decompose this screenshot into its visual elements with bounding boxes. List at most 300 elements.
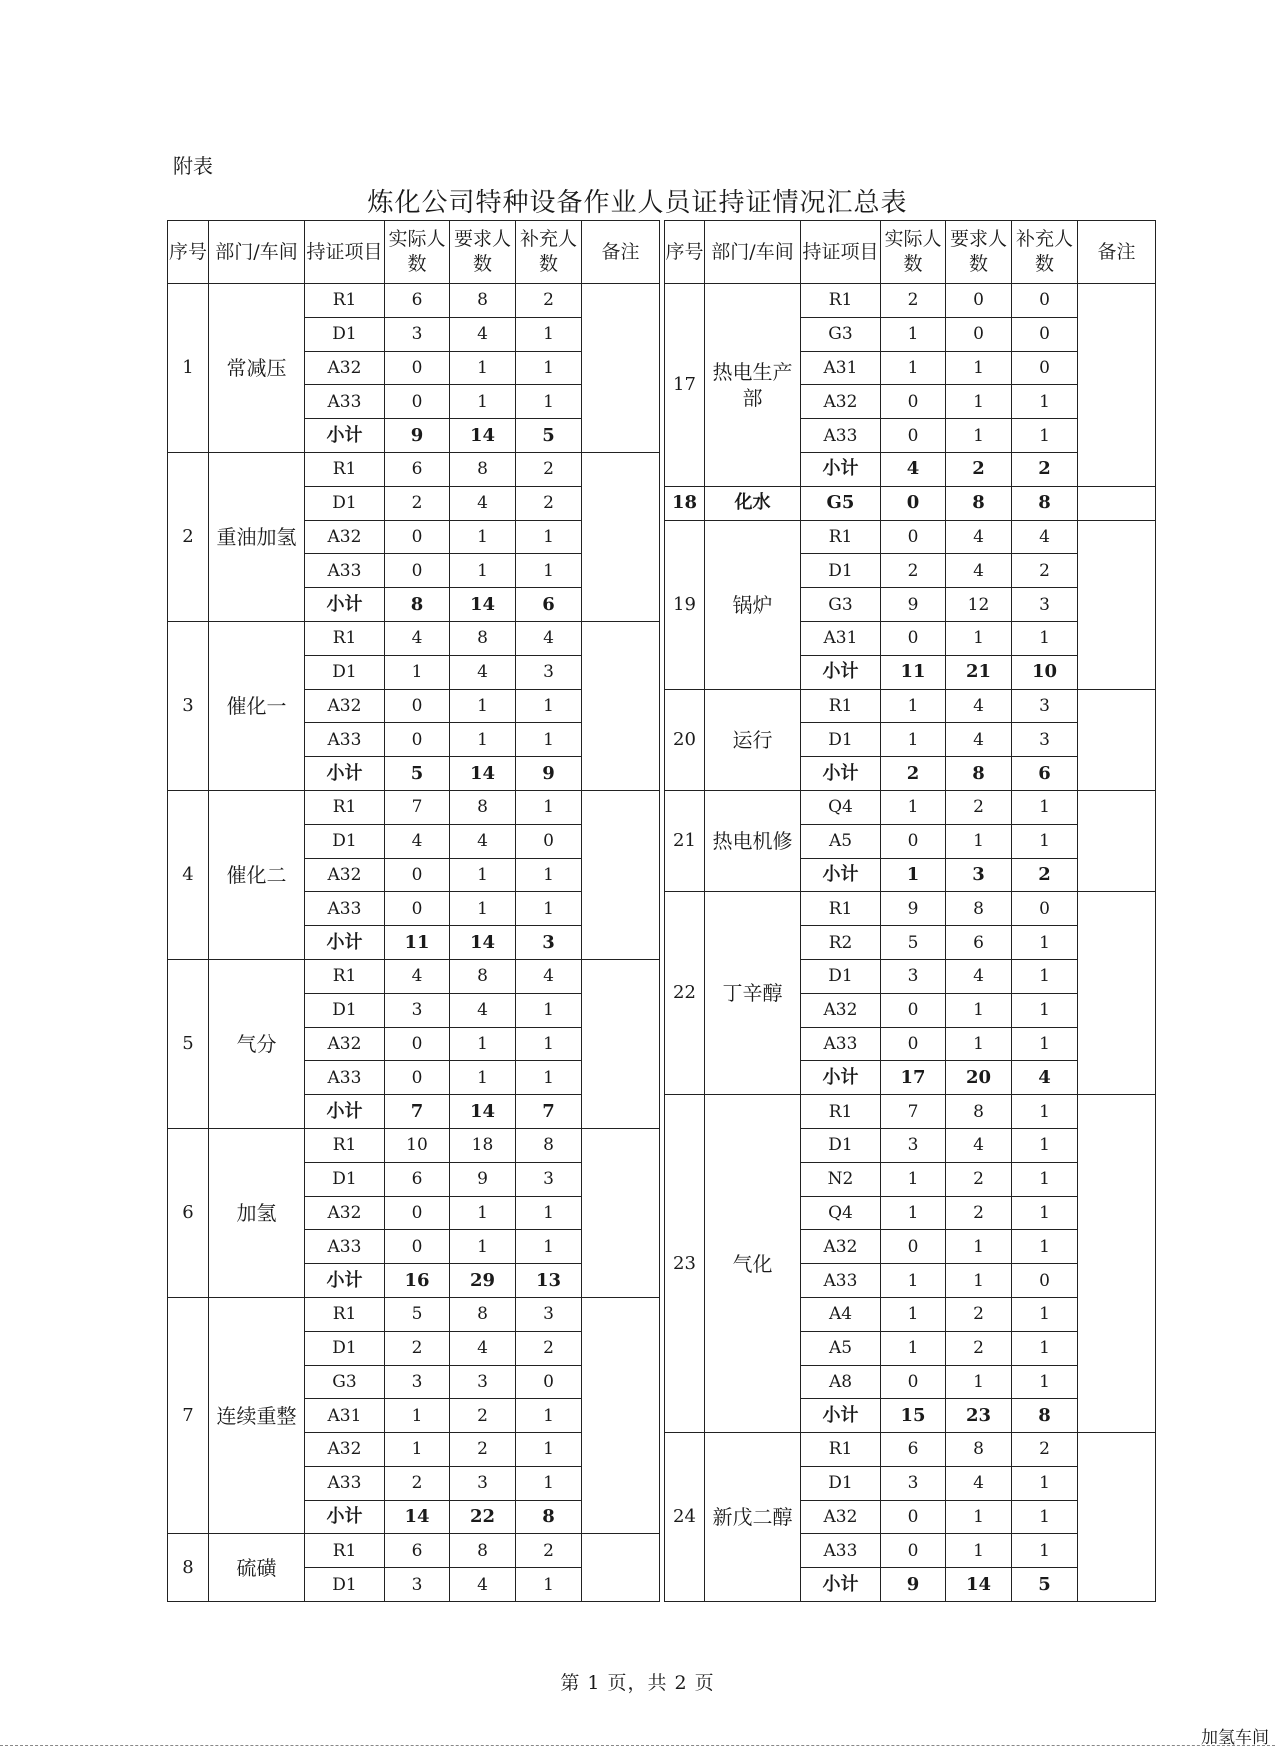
remark-cell [582, 284, 660, 453]
actual-cell: 0 [385, 554, 450, 588]
col-header-required: 要求人数 [450, 221, 516, 284]
required-cell: 1 [946, 1027, 1012, 1061]
actual-cell: 1 [881, 317, 946, 351]
required-cell: 20 [946, 1061, 1012, 1095]
actual-cell: 16 [385, 1264, 450, 1298]
seq-cell: 7 [168, 1297, 209, 1534]
seq-cell: 6 [168, 1128, 209, 1297]
item-cell: R1 [305, 621, 385, 655]
actual-cell: 1 [881, 858, 946, 892]
item-cell: A33 [801, 1027, 881, 1061]
summary-table-right [664, 220, 1156, 1602]
page-title: 炼化公司特种设备作业人员证持证情况汇总表 [367, 188, 908, 218]
actual-cell: 9 [881, 588, 946, 622]
item-cell: 小计 [801, 757, 881, 791]
actual-cell: 6 [881, 1433, 946, 1467]
supplement-cell: 1 [516, 554, 582, 588]
dept-cell: 催化二 [209, 790, 305, 959]
supplement-cell: 0 [1012, 351, 1078, 385]
col-header-supplement: 补充人数 [1012, 221, 1078, 284]
item-cell: R1 [305, 284, 385, 318]
supplement-cell: 8 [516, 1500, 582, 1534]
dept-cell: 催化一 [209, 621, 305, 790]
item-cell: A31 [801, 351, 881, 385]
required-cell: 9 [450, 1162, 516, 1196]
actual-cell: 1 [881, 1297, 946, 1331]
supplement-cell: 1 [1012, 621, 1078, 655]
table-row [168, 1128, 660, 1162]
actual-cell: 11 [881, 655, 946, 689]
supplement-cell: 5 [1012, 1568, 1078, 1602]
item-cell: 小计 [305, 1264, 385, 1298]
actual-cell: 0 [881, 824, 946, 858]
actual-cell: 6 [385, 284, 450, 318]
dept-cell: 常减压 [209, 284, 305, 453]
seq-cell: 4 [168, 790, 209, 959]
required-cell: 8 [450, 284, 516, 318]
supplement-cell: 0 [1012, 892, 1078, 926]
actual-cell: 0 [385, 1027, 450, 1061]
actual-cell: 0 [385, 1230, 450, 1264]
item-cell: R1 [305, 1297, 385, 1331]
required-cell: 4 [450, 824, 516, 858]
required-cell: 4 [946, 554, 1012, 588]
actual-cell: 6 [385, 452, 450, 486]
supplement-cell: 2 [516, 284, 582, 318]
required-cell: 4 [450, 1568, 516, 1602]
supplement-cell: 1 [516, 1433, 582, 1467]
item-cell: Q4 [801, 790, 881, 824]
item-cell: G5 [801, 486, 881, 520]
table-row [168, 790, 660, 824]
required-cell: 1 [450, 858, 516, 892]
item-cell: R1 [801, 1095, 881, 1129]
actual-cell: 0 [385, 385, 450, 419]
required-cell: 4 [946, 959, 1012, 993]
col-header-required: 要求人数 [946, 221, 1012, 284]
bottom-divider [0, 1745, 1275, 1746]
supplement-cell: 1 [1012, 1466, 1078, 1500]
seq-cell: 21 [665, 790, 705, 891]
supplement-cell: 3 [516, 926, 582, 960]
actual-cell: 0 [385, 351, 450, 385]
seq-cell: 19 [665, 520, 705, 689]
item-cell: A33 [305, 1230, 385, 1264]
dept-cell: 运行 [705, 689, 801, 790]
item-cell: 小计 [801, 452, 881, 486]
dept-cell: 加氢 [209, 1128, 305, 1297]
item-cell: 小计 [801, 1568, 881, 1602]
supplement-cell: 1 [1012, 1162, 1078, 1196]
required-cell: 14 [450, 757, 516, 791]
required-cell: 2 [450, 1433, 516, 1467]
actual-cell: 7 [385, 790, 450, 824]
supplement-cell: 1 [1012, 1297, 1078, 1331]
supplement-cell: 1 [516, 1466, 582, 1500]
required-cell: 1 [946, 1264, 1012, 1298]
actual-cell: 4 [385, 959, 450, 993]
remark-cell [1078, 892, 1156, 1095]
required-cell: 0 [946, 317, 1012, 351]
required-cell: 1 [450, 1230, 516, 1264]
required-cell: 2 [946, 790, 1012, 824]
supplement-cell: 3 [1012, 723, 1078, 757]
supplement-cell: 8 [1012, 1399, 1078, 1433]
required-cell: 8 [450, 1297, 516, 1331]
required-cell: 1 [450, 385, 516, 419]
actual-cell: 2 [385, 1331, 450, 1365]
seq-cell: 22 [665, 892, 705, 1095]
actual-cell: 3 [881, 1466, 946, 1500]
required-cell: 1 [946, 824, 1012, 858]
item-cell: A32 [305, 351, 385, 385]
item-cell: A33 [305, 1466, 385, 1500]
seq-cell: 18 [665, 486, 705, 520]
supplement-cell: 1 [516, 689, 582, 723]
remark-cell [582, 790, 660, 959]
actual-cell: 4 [385, 824, 450, 858]
required-cell: 6 [946, 926, 1012, 960]
supplement-cell: 2 [1012, 858, 1078, 892]
actual-cell: 2 [881, 554, 946, 588]
table-row [665, 520, 1156, 554]
table-row [665, 689, 1156, 723]
actual-cell: 0 [881, 1365, 946, 1399]
required-cell: 4 [946, 689, 1012, 723]
actual-cell: 1 [881, 1264, 946, 1298]
supplement-cell: 8 [1012, 486, 1078, 520]
actual-cell: 3 [385, 993, 450, 1027]
actual-cell: 0 [881, 1534, 946, 1568]
item-cell: A33 [305, 892, 385, 926]
supplement-cell: 6 [1012, 757, 1078, 791]
actual-cell: 2 [385, 1466, 450, 1500]
supplement-cell: 3 [516, 1297, 582, 1331]
actual-cell: 7 [881, 1095, 946, 1129]
attachment-label: 附表 [173, 154, 213, 178]
supplement-cell: 2 [516, 1331, 582, 1365]
item-cell: R1 [801, 520, 881, 554]
required-cell: 14 [946, 1568, 1012, 1602]
actual-cell: 1 [881, 790, 946, 824]
table-row [665, 1433, 1156, 1467]
item-cell: A32 [305, 1027, 385, 1061]
supplement-cell: 8 [516, 1128, 582, 1162]
required-cell: 1 [450, 689, 516, 723]
col-header-actual: 实际人数 [881, 221, 946, 284]
actual-cell: 0 [881, 520, 946, 554]
remark-cell [582, 1534, 660, 1602]
supplement-cell: 4 [516, 621, 582, 655]
required-cell: 1 [946, 351, 1012, 385]
actual-cell: 6 [385, 1162, 450, 1196]
supplement-cell: 0 [516, 1365, 582, 1399]
required-cell: 3 [946, 858, 1012, 892]
item-cell: G3 [801, 317, 881, 351]
dept-cell: 热电生产部 [705, 284, 801, 487]
supplement-cell: 1 [1012, 419, 1078, 453]
seq-cell: 20 [665, 689, 705, 790]
required-cell: 1 [450, 1027, 516, 1061]
supplement-cell: 1 [1012, 1534, 1078, 1568]
col-header-dept: 部门/车间 [705, 221, 801, 284]
supplement-cell: 2 [1012, 554, 1078, 588]
item-cell: D1 [305, 486, 385, 520]
supplement-cell: 1 [516, 723, 582, 757]
item-cell: A33 [305, 1061, 385, 1095]
col-header-item: 持证项目 [801, 221, 881, 284]
required-cell: 18 [450, 1128, 516, 1162]
supplement-cell: 1 [1012, 926, 1078, 960]
item-cell: A32 [305, 520, 385, 554]
actual-cell: 0 [881, 419, 946, 453]
supplement-cell: 1 [1012, 385, 1078, 419]
required-cell: 2 [946, 452, 1012, 486]
required-cell: 3 [450, 1466, 516, 1500]
item-cell: A32 [801, 993, 881, 1027]
supplement-cell: 1 [516, 790, 582, 824]
supplement-cell: 3 [1012, 689, 1078, 723]
item-cell: A32 [801, 385, 881, 419]
actual-cell: 9 [385, 419, 450, 453]
col-header-remark: 备注 [1078, 221, 1156, 284]
item-cell: R1 [801, 689, 881, 723]
required-cell: 12 [946, 588, 1012, 622]
remark-cell [1078, 1095, 1156, 1433]
required-cell: 23 [946, 1399, 1012, 1433]
item-cell: D1 [305, 1568, 385, 1602]
actual-cell: 5 [385, 1297, 450, 1331]
dept-cell: 丁辛醇 [705, 892, 801, 1095]
actual-cell: 0 [881, 385, 946, 419]
table-row [168, 959, 660, 993]
col-header-item: 持证项目 [305, 221, 385, 284]
item-cell: 小计 [801, 1399, 881, 1433]
supplement-cell: 1 [516, 317, 582, 351]
supplement-cell: 0 [1012, 317, 1078, 351]
table-row [168, 452, 660, 486]
remark-cell [1078, 520, 1156, 689]
actual-cell: 3 [385, 317, 450, 351]
supplement-cell: 1 [516, 520, 582, 554]
required-cell: 8 [450, 621, 516, 655]
supplement-cell: 1 [516, 385, 582, 419]
item-cell: D1 [801, 959, 881, 993]
actual-cell: 7 [385, 1095, 450, 1129]
item-cell: Q4 [801, 1196, 881, 1230]
required-cell: 4 [450, 655, 516, 689]
required-cell: 1 [946, 1500, 1012, 1534]
supplement-cell: 1 [516, 892, 582, 926]
required-cell: 4 [946, 1466, 1012, 1500]
dept-cell: 锅炉 [705, 520, 801, 689]
item-cell: R1 [305, 790, 385, 824]
supplement-cell: 0 [516, 824, 582, 858]
table-row [665, 284, 1156, 318]
actual-cell: 0 [385, 723, 450, 757]
actual-cell: 3 [881, 1128, 946, 1162]
supplement-cell: 1 [516, 1230, 582, 1264]
supplement-cell: 1 [1012, 1365, 1078, 1399]
item-cell: A31 [305, 1399, 385, 1433]
seq-cell: 5 [168, 959, 209, 1128]
col-header-actual: 实际人数 [385, 221, 450, 284]
supplement-cell: 10 [1012, 655, 1078, 689]
item-cell: D1 [801, 723, 881, 757]
supplement-cell: 2 [516, 1534, 582, 1568]
item-cell: R1 [801, 1433, 881, 1467]
supplement-cell: 1 [1012, 1331, 1078, 1365]
item-cell: A32 [305, 689, 385, 723]
item-cell: A33 [305, 554, 385, 588]
summary-table-left [167, 220, 660, 1602]
supplement-cell: 1 [1012, 993, 1078, 1027]
required-cell: 1 [450, 554, 516, 588]
required-cell: 8 [450, 1534, 516, 1568]
required-cell: 4 [946, 1128, 1012, 1162]
item-cell: 小计 [305, 926, 385, 960]
required-cell: 1 [946, 1534, 1012, 1568]
required-cell: 3 [450, 1365, 516, 1399]
actual-cell: 5 [881, 926, 946, 960]
actual-cell: 8 [385, 588, 450, 622]
table-row [665, 790, 1156, 824]
actual-cell: 0 [385, 1196, 450, 1230]
actual-cell: 2 [385, 486, 450, 520]
supplement-cell: 5 [516, 419, 582, 453]
item-cell: D1 [305, 1162, 385, 1196]
required-cell: 8 [946, 486, 1012, 520]
dept-cell: 硫磺 [209, 1534, 305, 1602]
required-cell: 1 [450, 520, 516, 554]
actual-cell: 0 [881, 621, 946, 655]
supplement-cell: 7 [516, 1095, 582, 1129]
supplement-cell: 1 [516, 993, 582, 1027]
table-row [168, 284, 660, 318]
seq-cell: 24 [665, 1433, 705, 1602]
item-cell: N2 [801, 1162, 881, 1196]
item-cell: 小计 [305, 757, 385, 791]
dept-cell: 热电机修 [705, 790, 801, 891]
actual-cell: 5 [385, 757, 450, 791]
item-cell: A32 [305, 1433, 385, 1467]
remark-cell [1078, 1433, 1156, 1602]
actual-cell: 1 [881, 1331, 946, 1365]
required-cell: 4 [450, 1331, 516, 1365]
item-cell: A32 [305, 858, 385, 892]
remark-cell [582, 1297, 660, 1534]
required-cell: 1 [450, 723, 516, 757]
table-row [168, 1534, 660, 1568]
required-cell: 14 [450, 926, 516, 960]
remark-cell [582, 959, 660, 1128]
required-cell: 8 [450, 790, 516, 824]
required-cell: 1 [450, 892, 516, 926]
supplement-cell: 0 [1012, 1264, 1078, 1298]
item-cell: G3 [305, 1365, 385, 1399]
supplement-cell: 1 [1012, 790, 1078, 824]
remark-cell [1078, 790, 1156, 891]
required-cell: 1 [946, 993, 1012, 1027]
item-cell: 小计 [801, 858, 881, 892]
supplement-cell: 1 [1012, 1095, 1078, 1129]
required-cell: 4 [450, 317, 516, 351]
required-cell: 8 [946, 757, 1012, 791]
supplement-cell: 1 [1012, 1196, 1078, 1230]
page-footer: 第 1 页，共 2 页 [560, 1672, 715, 1694]
dept-cell: 气分 [209, 959, 305, 1128]
col-header-seq: 序号 [168, 221, 209, 284]
item-cell: A5 [801, 1331, 881, 1365]
supplement-cell: 3 [516, 1162, 582, 1196]
table-row [168, 1297, 660, 1331]
item-cell: 小计 [305, 1500, 385, 1534]
required-cell: 1 [946, 1230, 1012, 1264]
actual-cell: 1 [881, 689, 946, 723]
dept-cell: 气化 [705, 1095, 801, 1433]
item-cell: R1 [305, 1128, 385, 1162]
supplement-cell: 1 [516, 351, 582, 385]
supplement-cell: 1 [1012, 1500, 1078, 1534]
remark-cell [582, 621, 660, 790]
supplement-cell: 1 [1012, 959, 1078, 993]
table-row [665, 892, 1156, 926]
supplement-cell: 2 [1012, 452, 1078, 486]
supplement-cell: 4 [516, 959, 582, 993]
col-header-seq: 序号 [665, 221, 705, 284]
supplement-cell: 0 [1012, 284, 1078, 318]
actual-cell: 1 [385, 1433, 450, 1467]
required-cell: 1 [946, 621, 1012, 655]
item-cell: 小计 [305, 1095, 385, 1129]
table-row [665, 1095, 1156, 1129]
item-cell: 小计 [801, 655, 881, 689]
table-row [168, 621, 660, 655]
seq-cell: 2 [168, 452, 209, 621]
item-cell: A32 [801, 1230, 881, 1264]
required-cell: 8 [450, 959, 516, 993]
supplement-cell: 1 [516, 1196, 582, 1230]
supplement-cell: 6 [516, 588, 582, 622]
supplement-cell: 1 [1012, 824, 1078, 858]
required-cell: 22 [450, 1500, 516, 1534]
required-cell: 8 [450, 452, 516, 486]
seq-cell: 1 [168, 284, 209, 453]
seq-cell: 3 [168, 621, 209, 790]
col-header-dept: 部门/车间 [209, 221, 305, 284]
dept-cell: 连续重整 [209, 1297, 305, 1534]
required-cell: 1 [946, 385, 1012, 419]
item-cell: A32 [305, 1196, 385, 1230]
actual-cell: 2 [881, 757, 946, 791]
required-cell: 14 [450, 1095, 516, 1129]
item-cell: 小计 [305, 588, 385, 622]
item-cell: R1 [801, 892, 881, 926]
item-cell: A32 [801, 1500, 881, 1534]
actual-cell: 4 [881, 452, 946, 486]
required-cell: 0 [946, 284, 1012, 318]
item-cell: R1 [305, 959, 385, 993]
required-cell: 2 [946, 1162, 1012, 1196]
item-cell: D1 [305, 655, 385, 689]
supplement-cell: 4 [1012, 1061, 1078, 1095]
actual-cell: 1 [881, 1162, 946, 1196]
supplement-cell: 1 [1012, 1027, 1078, 1061]
item-cell: A33 [305, 385, 385, 419]
item-cell: 小计 [801, 1061, 881, 1095]
required-cell: 14 [450, 419, 516, 453]
item-cell: A33 [801, 1534, 881, 1568]
